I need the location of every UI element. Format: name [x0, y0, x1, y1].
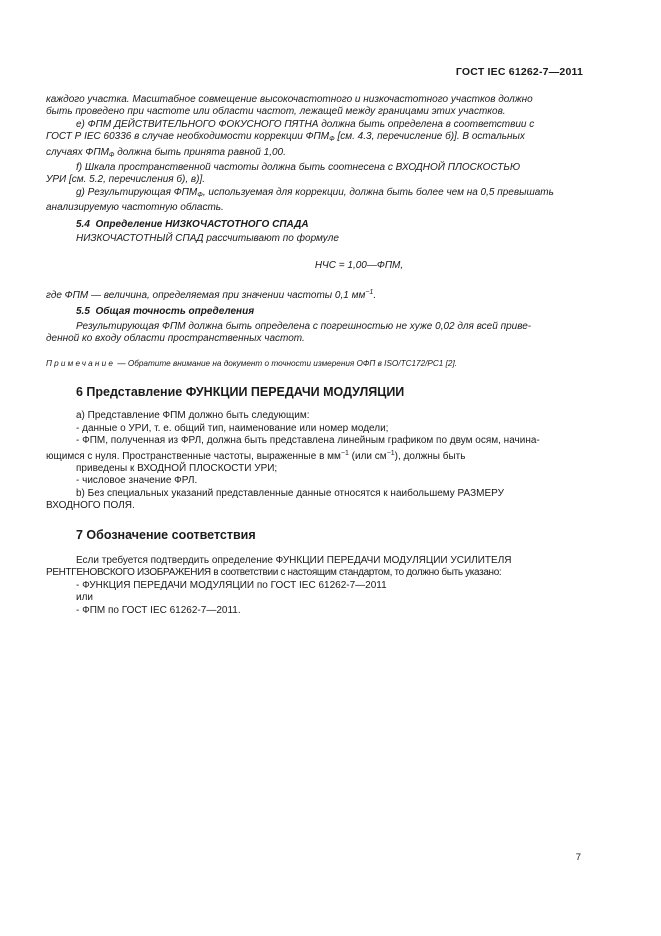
- section-heading-7: 7 Обозначение соответствия: [76, 527, 256, 542]
- subscript: Ф: [329, 136, 335, 144]
- continued-paragraph: [46, 94, 582, 119]
- subsection-heading-5-4: 5.4 Определение НИЗКОЧАСТОТНОГО СПАДА: [76, 218, 309, 230]
- list-item: - ФУНКЦИЯ ПЕРЕДАЧИ МОДУЛЯЦИИ по ГОСТ IEC 61262-7—2011: [76, 579, 387, 591]
- text-line: УРИ [см. 5.2, перечисления б), в)].: [46, 174, 206, 186]
- list-item: - числовое значение ФРЛ.: [76, 475, 198, 487]
- section-heading-6: 6 Представление ФУНКЦИИ ПЕРЕДАЧИ МОДУЛЯЦИИ: [76, 384, 405, 399]
- page-number: 7: [575, 852, 581, 863]
- text-line: g) Результирующая $ФПМ_Ф$, используемая для коррекции, должна быть более чем на 0,5 превышать: [76, 186, 554, 199]
- text-line: b) Без специальных указаний представленные данные относятся к наибольшему РАЗМЕРУ: [76, 487, 504, 499]
- text-line: Результирующая ФПМ должна быть определена с погрешностью не хуже 0,02 для всей приве-: [76, 320, 532, 332]
- text-line: ющимся с нуля. Пространственные частоты, выраженные в $мм^{-1}$ (или $см^{-1}$), должны быть: [46, 449, 466, 462]
- text-line: РЕНТГЕНОВСКОГО ИЗОБРАЖЕНИЯ в соответствии с настоящим стандартом, то должно быть указано:: [46, 567, 502, 579]
- list-item: - данные о УРИ, т. е. общий тип, наименование или номер модели;: [76, 422, 389, 434]
- text-line: ВХОДНОГО ПОЛЯ.: [46, 500, 135, 512]
- document-header: ГОСТ IEC 61262-7—2011: [455, 66, 583, 78]
- text-line: ГОСТ Р IEC 60336 в случае необходимости коррекции $ФПМ_Ф$ [см. 4.3, перечисление б)]. В остальных: [46, 131, 525, 144]
- text-line: денной ко входу области пространственных частот.: [46, 333, 305, 345]
- list-item: - ФПМ по ГОСТ IEC 61262-7—2011.: [76, 604, 241, 616]
- text-line: f) Шкала пространственной частоты должна быть соотнесена с ВХОДНОЙ ПЛОСКОСТЬЮ: [76, 162, 521, 174]
- text-line: Если требуется подтвердить определение ФУНКЦИИ ПЕРЕДАЧИ МОДУЛЯЦИИ УСИЛИТЕЛЯ: [76, 554, 512, 566]
- subsection-heading-5-5: 5.5 Общая точность определения: [76, 306, 255, 318]
- text-line: случаях $ФПМ_Ф$ должна быть принята равной 1,00.: [46, 146, 286, 159]
- text-line: каждого участка. Масштабное совмещение высокочастотного и низкочастотного участков должно: [46, 94, 533, 105]
- item-e: [46, 119, 582, 162]
- formula-explanation: где ФПМ — величина, определяемая при значении частоты 0,1 $мм^{-1}$.: [46, 288, 377, 301]
- text-line: анализируемую частотную область.: [46, 202, 224, 214]
- page-body: [46, 94, 582, 617]
- note: Примечание — Обратите внимание на документ о точности измерения ОФП в ISO/TC172/PC1 [2].: [46, 358, 457, 368]
- list-item: - ФПМ, полученная из ФРЛ, должна быть представлена линейным графиком по двум осям, начина-: [76, 435, 540, 447]
- formula: НЧС = 1,00—ФПМ,: [314, 260, 404, 272]
- section-6-body: [46, 410, 582, 512]
- section-7-body: [46, 555, 582, 617]
- text-line: НИЗКОЧАСТОТНЫЙ СПАД рассчитывают по формуле: [76, 233, 339, 245]
- text-line: приведены к ВХОДНОЙ ПЛОСКОСТИ УРИ;: [76, 462, 278, 474]
- text-line: быть проведено при частоте или области частот, лежащей между границами этих участков.: [46, 106, 506, 118]
- item-g: [46, 187, 582, 215]
- note-label: Примечание: [46, 358, 116, 368]
- text-line: или: [76, 592, 94, 604]
- subscript: Ф: [108, 151, 115, 159]
- text-line: e) ФПМ ДЕЙСТВИТЕЛЬНОГО ФОКУСНОГО ПЯТНА должна быть определена в соответствии с: [76, 118, 535, 130]
- text-line: а) Представление ФПМ должно быть следующим:: [76, 410, 310, 422]
- item-f: [46, 162, 582, 187]
- subscript: Ф: [197, 191, 203, 199]
